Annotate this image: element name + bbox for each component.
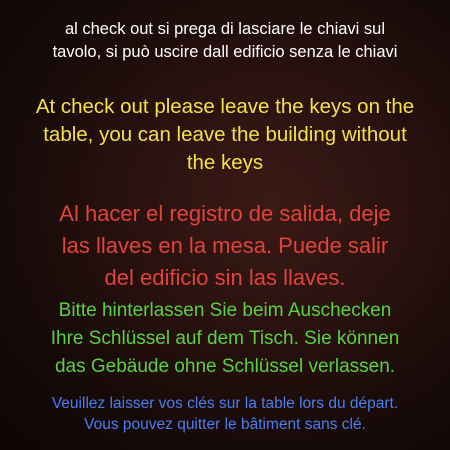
italian-message-line: tavolo, si può uscire dall edificio senza le chiavi bbox=[52, 43, 398, 61]
french-message bbox=[0, 393, 450, 435]
german-message-line: Bitte hinterlassen Sie beim Auschecken bbox=[58, 300, 392, 321]
spanish-message-line: Al hacer el registro de salida, deje bbox=[59, 201, 391, 226]
spanish-message bbox=[0, 198, 450, 294]
english-message-line: At check out please leave the keys on the bbox=[35, 95, 415, 118]
english-message-line: table, you can leave the building without bbox=[43, 123, 407, 146]
german-message-line: Ihre Schlüssel auf dem Tisch. Sie können bbox=[50, 328, 400, 349]
german-message bbox=[0, 297, 450, 381]
italian-message-line: al check out si prega di lasciare le chiavi sul bbox=[64, 20, 386, 38]
english-message-line: the keys bbox=[186, 151, 264, 174]
italian-message bbox=[0, 18, 450, 64]
spanish-message-line: del edificio sin las llaves. bbox=[104, 265, 346, 290]
english-message bbox=[0, 93, 450, 177]
french-message-line: Vous pouvez quitter le bâtiment sans clé. bbox=[84, 416, 366, 433]
spanish-message-line: las llaves en la mesa. Puede salir bbox=[61, 233, 389, 258]
german-message-line: das Gebäude ohne Schlüssel verlassen. bbox=[54, 356, 396, 377]
french-message-line: Veuillez laisser vos clés sur la table lors du départ. bbox=[51, 395, 399, 412]
